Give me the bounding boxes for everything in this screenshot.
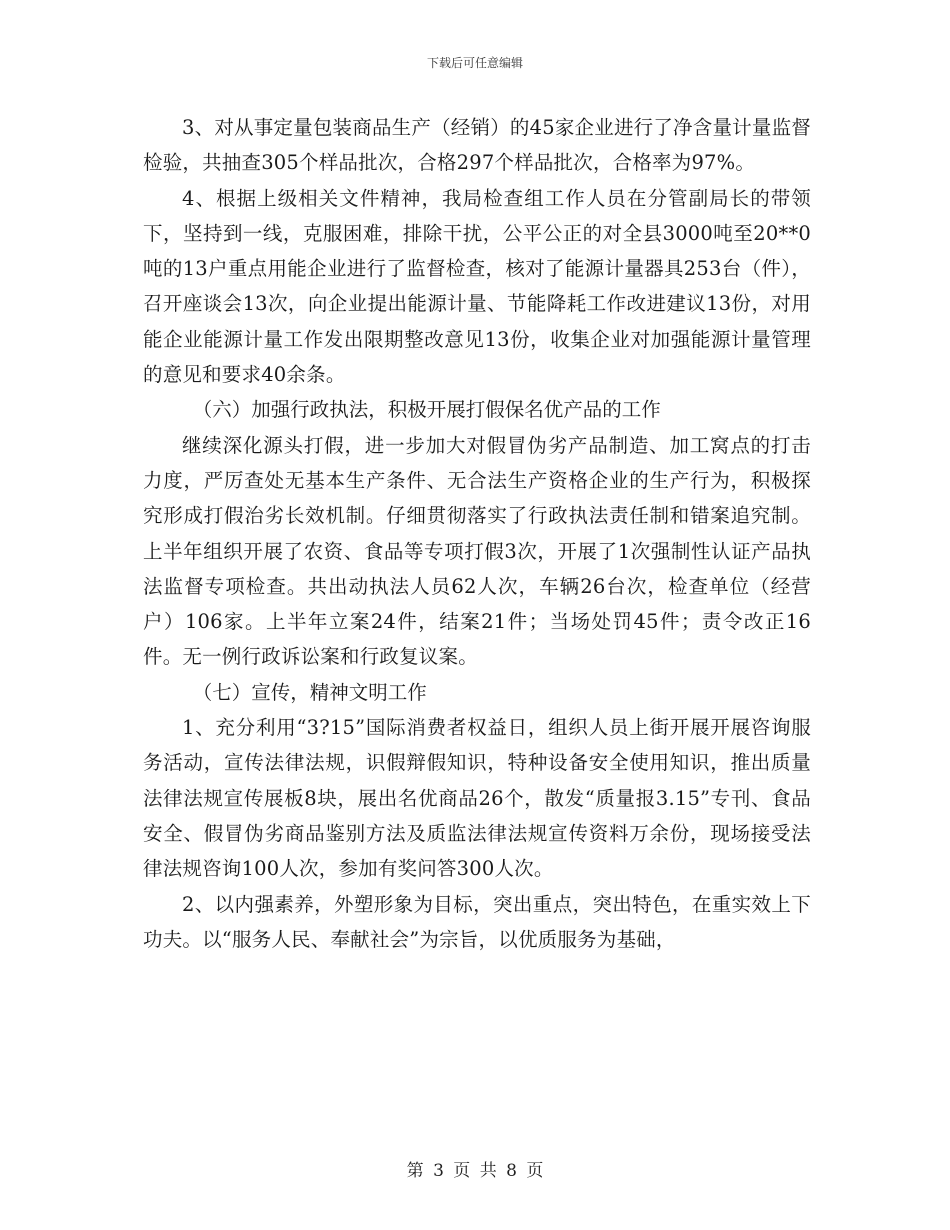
- paragraph-item-4: 4、根据上级相关文件精神，我局检查组工作人员在分管副局长的带领下，坚持到一线，克服困难，排除干扰，公平公正的对全县3000吨至20**0吨的13户重点用能企业进行了监督检查，核对了能源计量器具253台（件），召开座谈会13次，向企业提出能源计量、节能降耗工作改进建议13份，对用能企业能源计量工作发出限期整改意见13份，收集企业对加强能源计量管理的意见和要求40余条。: [143, 186, 811, 387]
- paragraph-enforcement: 继续深化源头打假，进一步加大对假冒伪劣产品制造、加工窝点的打击力度，严厉查处无基本生产条件、无合法生产资格企业的生产行为，积极探究形成打假治劣长效机制。仔细贯彻落实了行政执法责任制和错案追究制。上半年组织开展了农资、食品等专项打假3次，开展了1次强制性认证产品执法监督专项检查。共出动执法人员62人次，车辆26台次，检查单位（经营户）106家。上半年立案24件，结案21件；当场处罚45件；责令改正16件。无一例行政诉讼案和行政复议案。: [143, 433, 811, 669]
- document-body: [143, 110, 811, 957]
- paragraph-item-3: 3、对从事定量包装商品生产（经销）的45家企业进行了净含量计量监督检验，共抽查305个样品批次，合格297个样品批次，合格率为97%。: [143, 116, 811, 175]
- paragraph-publicity-2: 2、以内强素养，外塑形象为目标，突出重点，突出特色，在重实效上下功夫。以“服务人民、奉献社会”为宗旨，以优质服务为基础，: [143, 892, 811, 951]
- page-number-footer: 第 3 页 共 8 页: [406, 1161, 544, 1181]
- section-heading-7: （七）宣传，精神文明工作: [192, 680, 427, 704]
- section-heading-6: （六）加强行政执法，积极开展打假保名优产品的工作: [192, 398, 661, 422]
- page-header-note: 下载后可任意编辑: [426, 56, 523, 70]
- paragraph-publicity-1: 1、充分利用“3?15”国际消费者权益日，组织人员上街开展开展咨询服务活动，宣传法律法规，识假辩假知识，特种设备安全使用知识，推出质量法律法规宣传展板8块，展出名优商品26个，散发“质量报3.15”专刊、食品安全、假冒伪劣商品鉴别方法及质监法律法规宣传资料万余份，现场接受法律法规咨询100人次，参加有奖问答300人次。: [143, 716, 811, 881]
